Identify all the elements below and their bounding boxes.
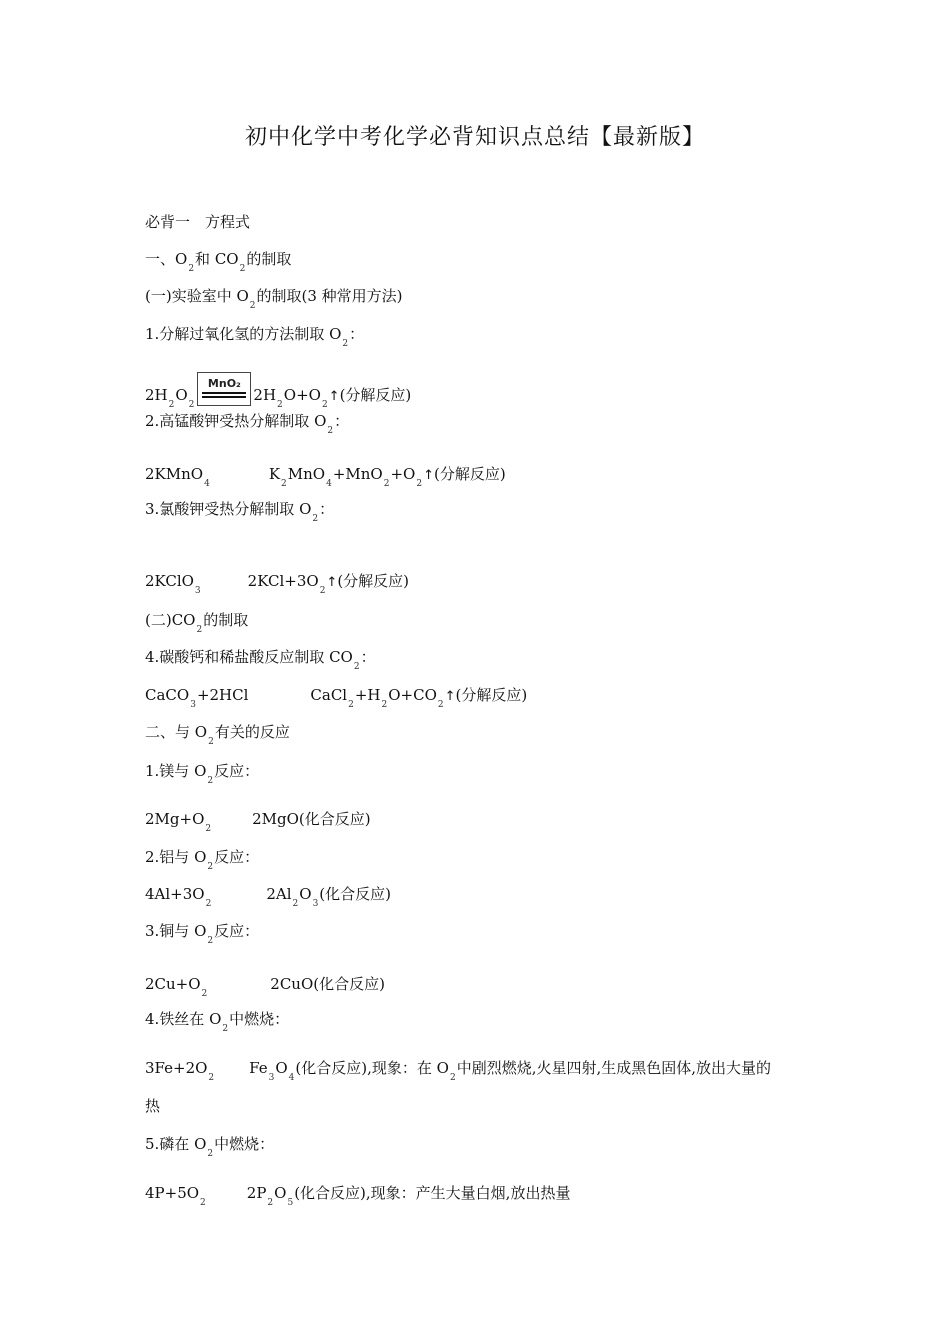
section-heading: 必背一 方程式 (145, 213, 251, 231)
reaction-condition-box (197, 372, 251, 406)
equation-3: $2KClO_32KCl+3O_2↑$(分解反应) (145, 572, 410, 596)
sub-heading-1: (一)实验室中 $O_2$的制取(3 种常用方法) (145, 287, 403, 311)
reaction-5: 5.磷在 $O_2$中燃烧： (145, 1135, 275, 1159)
method-2: 2.高锰酸钾受热分解制取 $O_2$： (145, 412, 350, 436)
equation-2: $2KMnO_4K_2MnO_4+MnO_2+O_2↑$(分解反应) (145, 465, 506, 489)
part-heading-1: 一、$O_2$和 $CO_2$的制取 (145, 250, 292, 274)
method-4: 4.碳酸钙和稀盐酸反应制取 $CO_2$： (145, 648, 376, 672)
equation-7: $2Cu+O_22CuO$(化合反应) (145, 975, 385, 999)
gas-arrow-icon: ↑ (423, 468, 434, 483)
equation-8-wrap: 热 (145, 1097, 161, 1115)
equation-5: $2Mg+O_22MgO$(化合反应) (145, 810, 371, 834)
catalyst-label: MnO₂ (207, 377, 241, 390)
gas-arrow-icon: ↑ (328, 389, 340, 404)
equation-4: CaCO$_3$+2HCl $CaCl_2+H_2O+CO_2↑$(分解反应) (145, 686, 528, 710)
equation-6: $4Al+3O_22Al_2O_3$(化合反应) (145, 885, 392, 909)
gas-arrow-icon: ↑ (326, 575, 338, 590)
equals-sign-bottom (202, 396, 246, 398)
reaction-4: 4.铁丝在 $O_2$中燃烧： (145, 1010, 290, 1034)
method-3: 3.氯酸钾受热分解制取 $O_2$： (145, 500, 335, 524)
gas-arrow-icon: ↑ (444, 689, 456, 704)
reaction-1: 1.镁与 $O_2$反应： (145, 762, 260, 786)
reaction-2: 2.铝与 $O_2$反应： (145, 848, 260, 872)
equation-1: $2H_2O_2$ MnO₂ $2H_2O+O_2↑$(分解反应) (145, 372, 411, 416)
method-1: 1.分解过氧化氢的方法制取 $O_2$： (145, 325, 365, 349)
equals-sign-top (202, 392, 246, 394)
equation-9: $4P+5O_22P_2O_5$(化合反应),现象：产生大量白烟,放出热量 (145, 1184, 571, 1208)
sub-heading-2: (二)$CO_2$的制取 (145, 611, 249, 635)
part-heading-2: 二、与 $O_2$有关的反应 (145, 723, 290, 747)
page-title: 初中化学中考化学必背知识点总结【最新版】 (244, 125, 705, 150)
equation-8: $3Fe+2O_2Fe_3O_4$(化合反应),现象：在 $O_2$中剧烈燃烧,火星四射,生成黑色固体,放出大量的 (145, 1059, 771, 1083)
reaction-3: 3.铜与 $O_2$反应： (145, 922, 260, 946)
